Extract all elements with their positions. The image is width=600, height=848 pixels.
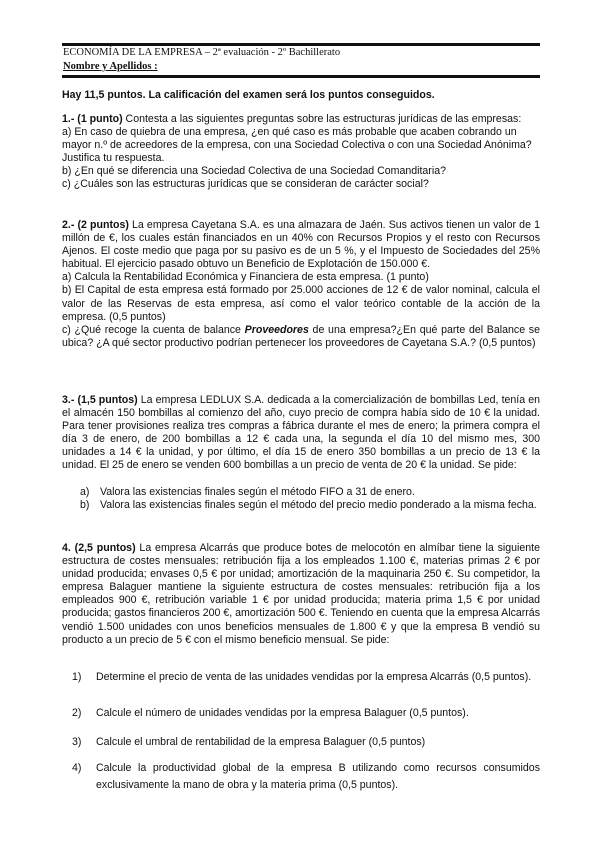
name-label bbox=[63, 60, 158, 73]
q2-lead: 2.- (2 puntos) bbox=[62, 219, 129, 231]
q2-c-emphasis: Proveedores bbox=[244, 323, 309, 336]
q4-item bbox=[72, 671, 540, 686]
item-marker: 1) bbox=[72, 671, 82, 683]
name-label-text: Nombre y Apellidos : bbox=[63, 61, 158, 72]
item-text: Valora las existencias finales según el método FIFO a 31 de enero. bbox=[100, 486, 415, 498]
item-marker: b) bbox=[80, 499, 90, 512]
q1-a: a) En caso de quiebra de una empresa, ¿en qué caso es más probable que acaben cobrando un mayor n.º de acreedores de la empresa, con una Sociedad Colectiva o con una Sociedad Anónima? Justifica tu respuesta. bbox=[62, 126, 532, 165]
q4-item bbox=[72, 736, 540, 749]
q4-lead: 4. (2,5 puntos) bbox=[62, 542, 136, 554]
q2-text: La empresa Cayetana S.A. es una almazara de Jaén. Sus activos tienen un valor de 1 millón de €, los cuales están financiados en un 40% con Recursos Propios y el resto con Recursos Ajenos. El coste medio que paga por su pasivo es de un 5 %, y el Impuesto de Sociedades del 25% habitual. El ejercicio pasado obtuvo un Beneficio de Explotación de 150.000 €. bbox=[62, 219, 540, 271]
intro-text: Hay 11,5 puntos. La calificación del examen será los puntos conseguidos. bbox=[62, 89, 435, 101]
item-text: Calcule el número de unidades vendidas por la empresa Balaguer (0,5 puntos). bbox=[96, 707, 469, 719]
item-marker: 2) bbox=[72, 707, 82, 719]
item-marker: a) bbox=[80, 486, 90, 498]
q3-item bbox=[80, 499, 540, 512]
q4-item bbox=[72, 707, 540, 720]
exam-title: ECONOMÍA DE LA EMPRESA – 2ª evaluación - 2º Bachillerato bbox=[63, 47, 341, 58]
question-3 bbox=[62, 394, 540, 473]
q4-text: La empresa Alcarrás que produce botes de melocotón en almíbar tiene la siguiente estructura de costes mensuales: retribución fija a los empleados 1.100 €, materias primas 2 € por unidad producida; envases 0,5 € por unidad; amortización de la maquinaria 250 €. Su competidor, la empresa Balaguer mantiene la siguiente estructura de costes mensuales: retribución fija a los empleados 900 €, retribución variable 1 € por unidad producida; materia prima 1,5 € por unidad producida; gastos financieros 200 €, amortización 500 €. Teniendo en cuenta que la empresa Alcarrás vendió 1.500 unidades con unos beneficios mensuales de 1.800 € y que la empresa B vendió su producto a un precio de 5 € con el mismo beneficio mensual. Se pide: bbox=[62, 542, 541, 646]
q2-c bbox=[62, 324, 540, 350]
q1-c: c) ¿Cuáles son las estructuras jurídicas que se consideran de carácter social? bbox=[62, 178, 429, 191]
question-4 bbox=[62, 542, 540, 647]
item-marker: 4) bbox=[72, 762, 82, 774]
header-bottom-rule bbox=[62, 75, 540, 78]
item-text: Valora las existencias finales según el método del precio medio ponderado a la misma fecha. bbox=[100, 499, 537, 512]
question-2 bbox=[62, 219, 540, 350]
q2-b: b) El Capital de esta empresa está formado por 25.000 acciones de 12 € de valor nominal, calcula el valor de las Reservas de esta empresa, así como el valor teórico contable de la acción de la empresa. (0,5 puntos) bbox=[62, 284, 540, 323]
question-1 bbox=[62, 113, 540, 192]
q3-item bbox=[80, 486, 540, 499]
q4-item bbox=[72, 762, 540, 794]
q1-lead: 1.- (1 punto) bbox=[62, 113, 123, 125]
q3-text: La empresa LEDLUX S.A. dedicada a la comercialización de bombillas Led, tenía en el almacén 150 bombillas al comienzo del año, cuyo precio de compra había sido de 10 € la unidad. Para tener provisiones realiza tres compras a fábrica durante el mes de enero; la primera compra el día 3 de enero, de 200 bombillas a 12 € cada una, la segunda el día 10 del mismo mes, 300 unidades a 14 € la unidad, y por último, el día 15 de enero 350 bombillas a un precio de 13 € la unidad. El 25 de enero se venden 600 bombillas a un precio de venta de 20 € la unidad. Se pide: bbox=[62, 394, 541, 472]
item-text: Calcule el umbral de rentabilidad de la empresa Balaguer (0,5 puntos) bbox=[96, 736, 426, 748]
item-text: Calcule la productividad global de la empresa B utilizando como recursos consumidos exclusivamente la mano de obra y la materia prima (0,5 puntos). bbox=[96, 762, 540, 791]
intro bbox=[62, 89, 540, 102]
q1-text: Contesta a las siguientes preguntas sobre las estructuras jurídicas de las empresas: bbox=[122, 113, 522, 125]
q3-lead: 3.- (1,5 puntos) bbox=[62, 394, 138, 406]
q2-a: a) Calcula la Rentabilidad Económica y Financiera de esta empresa. (1 punto) bbox=[62, 271, 429, 284]
q1-b: b) ¿En qué se diferencia una Sociedad Colectiva de una Sociedad Comanditaria? bbox=[62, 165, 446, 178]
q2-c-pre: c) ¿Qué recoge la cuenta de balance bbox=[62, 323, 245, 336]
item-text: Determine el precio de venta de las unidades vendidas por la empresa Alcarrás (0,5 puntos). bbox=[96, 671, 532, 683]
item-marker: 3) bbox=[72, 736, 82, 748]
q3-items bbox=[80, 486, 540, 512]
q2-c-post: de una empresa?¿En qué parte del Balance se ubica? ¿A qué sector productivo podrían pertenecer los proveedores de Cayetana S.A.? (0,5 puntos) bbox=[62, 323, 540, 349]
